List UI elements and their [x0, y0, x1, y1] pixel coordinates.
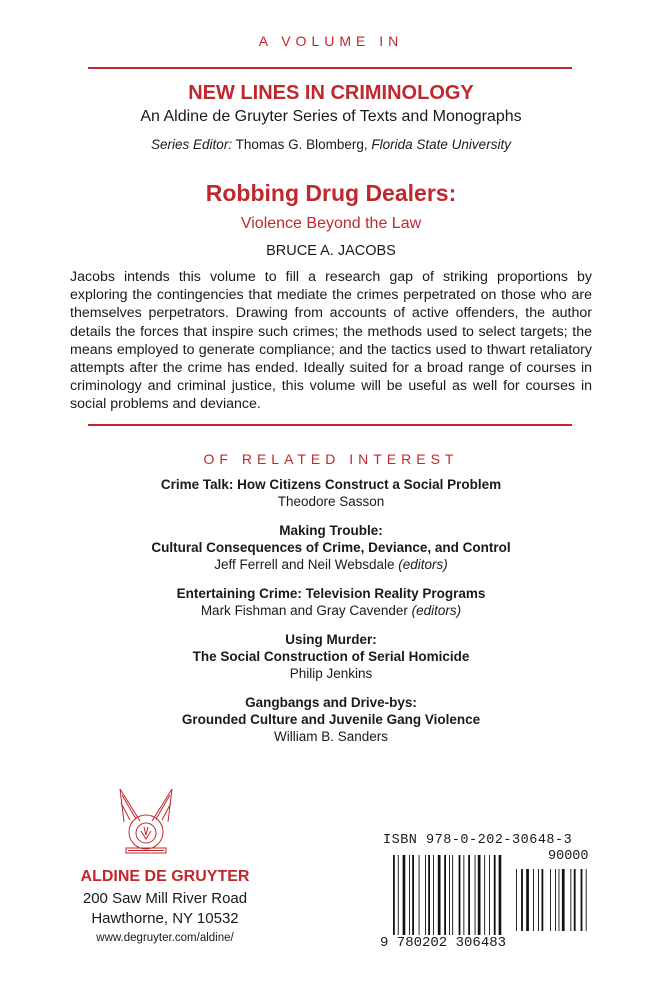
related-authors: Philip Jenkins	[289, 666, 373, 681]
barcode-bar	[438, 855, 441, 935]
addon-bar	[526, 869, 529, 931]
barcode-bar	[412, 855, 414, 935]
divider-top	[88, 67, 572, 69]
barcode-bar	[484, 855, 485, 935]
barcode-bar	[433, 855, 434, 935]
barcode-bar	[478, 855, 481, 935]
price-code: 90000	[548, 849, 589, 864]
publisher-name: ALDINE DE GRUYTER	[80, 868, 250, 885]
barcode-bar	[459, 855, 461, 935]
addon-bar	[516, 869, 517, 931]
addon-bar	[555, 869, 556, 931]
related-title-line2: Cultural Consequences of Crime, Deviance, and Control	[151, 540, 511, 555]
series-subtitle: An Aldine de Gruyter Series of Texts and Monographs	[140, 108, 522, 125]
related-title: Using Murder:	[285, 632, 377, 647]
publisher-url: www.degruyter.com/aldine/	[96, 932, 234, 944]
publisher-block	[60, 868, 270, 944]
barcode-bar	[463, 855, 464, 935]
barcode-bar	[425, 855, 426, 935]
related-title: Making Trouble:	[279, 523, 383, 538]
related-item	[0, 694, 662, 745]
related-item	[0, 522, 662, 573]
barcode-bar	[499, 855, 502, 935]
addon-bar	[538, 869, 539, 931]
addon-bar	[581, 869, 583, 931]
editor-name: Thomas G. Blomberg,	[232, 137, 372, 152]
series-editor	[0, 137, 662, 152]
barcode-bar	[403, 855, 406, 935]
related-heading: OF RELATED INTEREST	[203, 451, 459, 467]
isbn-text: ISBN 978-0-202-30648-3	[383, 833, 573, 848]
book-description: Jacobs intends this volume to fill a research gap of striking proportions by exploring the contingencies that mediate the crimes perpetrated on those who are themselves perpetrators. Drawing from accounts of active offenders, the author details the forces that inspire such crimes; the methods used to select targets; the means employed to generate compliance; and the tactics used to thwart retaliatory attempts after the crime has ended. Ideally suited for a broad range of courses in criminology and criminal justice, this volume will be useful as well for courses in social problems and deviance.	[70, 269, 592, 413]
book-title: Robbing Drug Dealers:	[205, 180, 457, 206]
barcode-bar	[444, 855, 446, 935]
related-title: Entertaining Crime: Television Reality Programs	[176, 586, 486, 601]
related-authors: Jeff Ferrell and Neil Websdale	[214, 557, 399, 572]
related-authors: William B. Sanders	[273, 729, 389, 744]
barcode-bar	[452, 855, 453, 935]
related-title-line2: Grounded Culture and Juvenile Gang Violence	[181, 712, 481, 727]
related-title: Gangbangs and Drive-bys:	[245, 695, 417, 710]
related-authors: Mark Fishman and Gray Cavender	[200, 603, 412, 618]
addon-bar	[570, 869, 571, 931]
related-note: (editors)	[398, 557, 448, 572]
ean-digits: 9 780202 306483	[380, 935, 507, 951]
barcode-bar	[489, 855, 490, 935]
addon-bar	[574, 869, 576, 931]
book-subtitle: Violence Beyond the Law	[240, 215, 422, 232]
addon-bar	[562, 869, 565, 931]
barcode-bar	[409, 855, 410, 935]
barcode-bar	[393, 855, 395, 943]
addon-bar	[542, 869, 544, 931]
related-note: (editors)	[411, 603, 462, 618]
book-author: BRUCE A. JACOBS	[266, 243, 396, 259]
related-title: Crime Talk: How Citizens Construct a Social Problem	[160, 477, 502, 492]
related-item	[0, 631, 662, 682]
addon-bar	[586, 869, 587, 931]
addon-bar	[533, 869, 534, 931]
publisher-address-line2: Hawthorne, NY 10532	[91, 910, 239, 927]
related-authors: Theodore Sasson	[277, 494, 385, 509]
barcode-bar	[419, 855, 420, 935]
series-title: NEW LINES IN CRIMINOLOGY	[188, 82, 474, 104]
editor-affiliation: Florida State University	[371, 137, 511, 152]
publisher-address-line1: 200 Saw Mill River Road	[82, 890, 248, 907]
addon-bar	[550, 869, 551, 931]
publisher-lion-logo-icon	[116, 787, 176, 857]
addon-bar	[521, 869, 523, 931]
barcode-bar	[494, 855, 496, 935]
related-item	[0, 476, 662, 510]
barcode-bar	[449, 855, 450, 935]
related-item	[0, 585, 662, 619]
isbn-barcode	[380, 835, 600, 955]
barcode-bar	[475, 855, 476, 935]
volume-in-label: A VOLUME IN	[258, 33, 404, 49]
editor-label: Series Editor:	[151, 137, 233, 152]
divider-middle	[88, 424, 572, 426]
barcode-bar	[398, 855, 399, 943]
barcode-bar	[428, 855, 430, 935]
barcode-bar	[468, 855, 470, 935]
addon-bar	[559, 869, 560, 931]
related-title-line2: The Social Construction of Serial Homicide	[192, 649, 470, 664]
